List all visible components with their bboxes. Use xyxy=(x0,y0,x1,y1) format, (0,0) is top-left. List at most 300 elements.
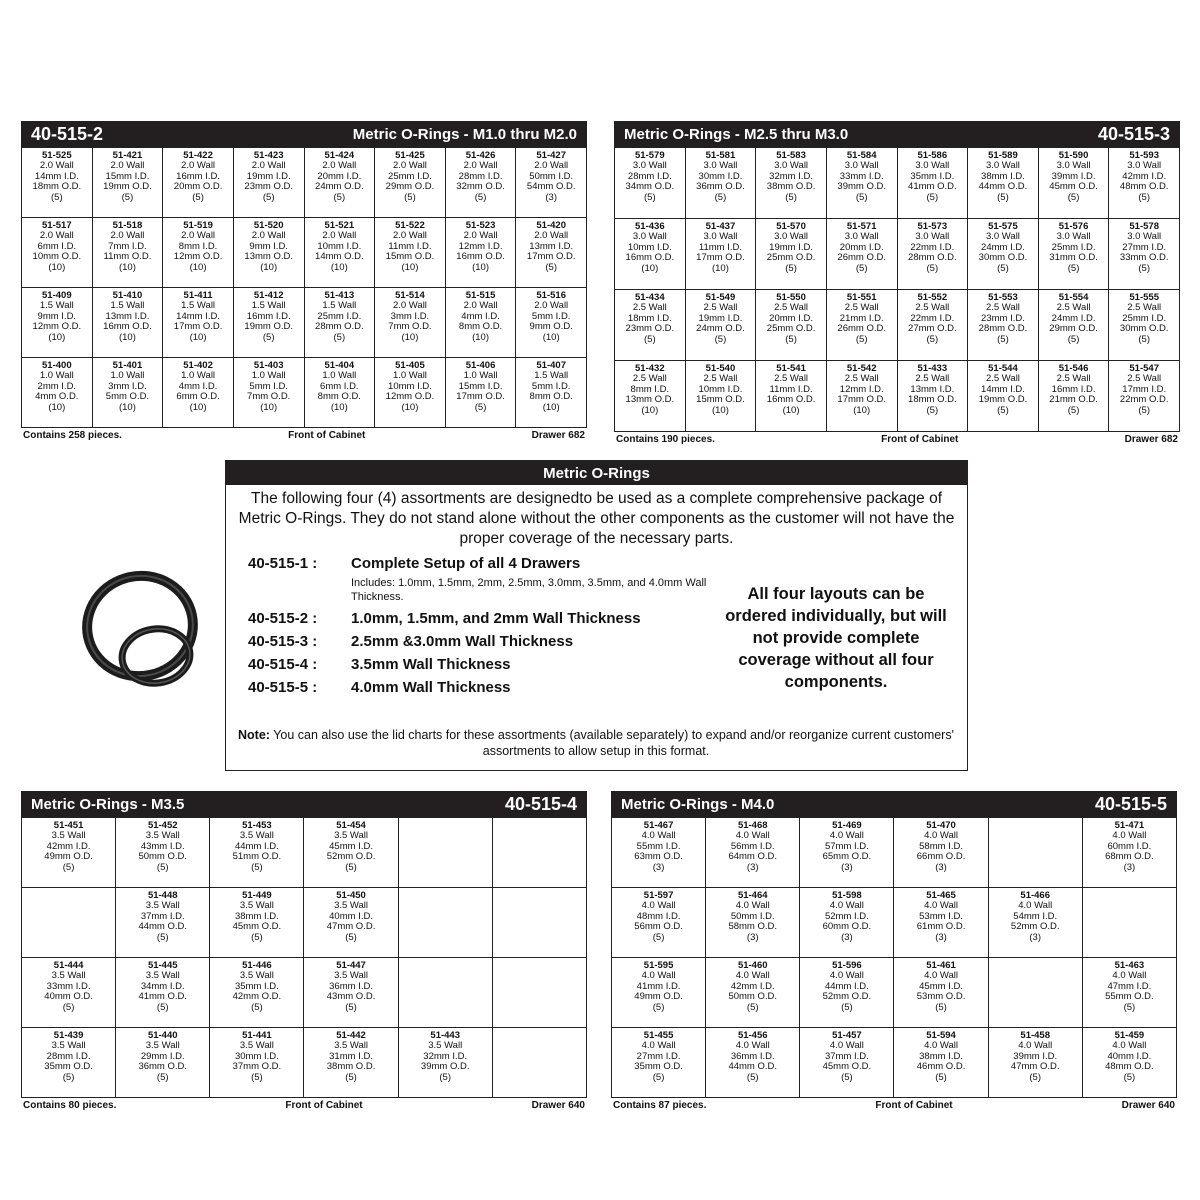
chart-footer xyxy=(21,1098,587,1111)
part-spec: 38mm I.D. xyxy=(234,910,279,922)
part-spec: (5) xyxy=(1138,404,1150,416)
part-spec: 2.5 Wall xyxy=(1127,302,1162,314)
part-spec: 4.0 Wall xyxy=(924,830,959,842)
compartment-cell xyxy=(304,358,375,428)
compartment-cell xyxy=(826,219,897,290)
assortment-code: 40-515-2 : xyxy=(248,610,318,627)
part-spec: 3.5 Wall xyxy=(239,970,274,982)
part-number: 51-422 xyxy=(183,150,213,161)
part-spec: 4.0 Wall xyxy=(924,1040,959,1052)
chart-title: Metric O-Rings - M4.0 xyxy=(621,795,775,813)
part-spec: 28mm O.D. xyxy=(978,323,1028,335)
compartment-cell xyxy=(92,358,163,428)
part-spec: 3.0 Wall xyxy=(985,160,1020,172)
part-spec: (10) xyxy=(330,401,348,413)
part-spec: 22mm I.D. xyxy=(910,241,955,253)
part-spec: 27mm I.D. xyxy=(636,1050,681,1062)
part-spec: 30mm I.D. xyxy=(698,170,743,182)
part-spec: (5) xyxy=(345,1001,357,1013)
compartment-cell xyxy=(1082,818,1176,888)
compartment-cell xyxy=(897,361,968,432)
part-number: 51-445 xyxy=(147,960,178,971)
part-spec: 37mm O.D. xyxy=(232,1061,282,1073)
part-number: 51-453 xyxy=(242,820,272,831)
info-title: Metric O-Rings xyxy=(226,461,967,485)
part-number: 51-410 xyxy=(112,290,143,301)
part-number: 51-552 xyxy=(917,292,948,303)
part-spec: 19mm O.D. xyxy=(244,321,293,333)
compartment-cell xyxy=(685,219,756,290)
part-number: 51-455 xyxy=(643,1030,674,1041)
part-spec: 3.5 Wall xyxy=(51,970,86,982)
part-spec: 3.0 Wall xyxy=(844,160,879,172)
part-spec: 15mm I.D. xyxy=(105,170,150,182)
drawer-label: Drawer 640 xyxy=(1121,1100,1175,1111)
part-number: 51-407 xyxy=(536,360,566,371)
part-spec: (3) xyxy=(935,861,947,873)
part-spec: (3) xyxy=(935,931,947,943)
part-spec: 2.0 Wall xyxy=(110,230,145,242)
part-spec: 22mm I.D. xyxy=(910,312,955,324)
part-number: 51-448 xyxy=(147,890,178,901)
part-spec: 18mm O.D. xyxy=(908,394,957,406)
part-spec: 16mm I.D. xyxy=(1051,383,1096,395)
part-spec: (10) xyxy=(542,331,560,343)
part-spec: 3.0 Wall xyxy=(1056,231,1091,243)
part-number: 51-573 xyxy=(917,221,948,232)
part-spec: 25mm I.D. xyxy=(317,310,362,322)
part-number: 51-434 xyxy=(635,292,665,303)
chart-code: 40-515-3 xyxy=(1097,123,1170,144)
compartment-cell xyxy=(612,1028,706,1098)
part-spec: 7mm O.D. xyxy=(247,391,291,403)
part-number: 51-463 xyxy=(1114,960,1145,971)
part-spec: (5) xyxy=(714,333,727,345)
part-spec: 39mm O.D. xyxy=(420,1061,470,1073)
assortment-desc: 4.0mm Wall Thickness xyxy=(351,679,511,696)
compartment-cell xyxy=(210,958,304,1028)
assortment-desc: 3.5mm Wall Thickness xyxy=(351,656,511,673)
part-spec: 3.0 Wall xyxy=(1127,231,1162,243)
part-spec: 6mm I.D. xyxy=(320,380,359,392)
part-spec: 44mm O.D. xyxy=(728,1061,778,1073)
part-spec: 14mm I.D. xyxy=(34,170,79,182)
part-spec: 28mm O.D. xyxy=(315,321,364,333)
part-number: 51-515 xyxy=(465,290,496,301)
part-number: 51-446 xyxy=(242,960,272,971)
part-spec: (10) xyxy=(782,404,800,416)
compartment-cell xyxy=(210,888,304,958)
part-number: 51-457 xyxy=(832,1030,862,1041)
part-number: 51-590 xyxy=(1058,150,1089,161)
part-spec: 15mm O.D. xyxy=(385,251,435,263)
part-spec: (10) xyxy=(853,404,871,416)
part-spec: 3.5 Wall xyxy=(51,830,86,842)
part-spec: 3.5 Wall xyxy=(145,830,180,842)
empty-compartment xyxy=(398,888,492,958)
part-spec: 61mm O.D. xyxy=(916,921,966,933)
part-number: 51-444 xyxy=(53,960,84,971)
part-spec: 4mm I.D. xyxy=(178,380,218,392)
table-row xyxy=(612,818,1177,888)
part-spec: 48mm O.D. xyxy=(1105,1061,1154,1073)
piece-count: Contains 190 pieces. xyxy=(616,434,715,445)
part-spec: (3) xyxy=(545,191,557,203)
part-spec: 44mm O.D. xyxy=(138,921,188,933)
empty-compartment xyxy=(398,818,492,888)
part-spec: 32mm O.D. xyxy=(456,181,505,193)
assortment-desc: 1.0mm, 1.5mm, and 2mm Wall Thickness xyxy=(351,610,641,627)
part-spec: 13mm O.D. xyxy=(244,251,293,263)
part-spec: 24mm I.D. xyxy=(1051,312,1096,324)
part-spec: (5) xyxy=(855,191,868,203)
part-spec: (5) xyxy=(439,1071,452,1083)
part-spec: 3.0 Wall xyxy=(632,160,667,172)
part-spec: (5) xyxy=(62,1001,75,1013)
part-spec: 3.0 Wall xyxy=(632,231,667,243)
part-number: 51-469 xyxy=(832,820,862,831)
part-spec: 2.0 Wall xyxy=(392,160,427,172)
part-spec: 40mm I.D. xyxy=(329,910,373,922)
part-spec: 48mm I.D. xyxy=(636,910,681,922)
assortment-item xyxy=(248,555,718,572)
compartment-cell xyxy=(615,290,686,361)
compartment-cell xyxy=(894,888,988,958)
part-spec: (10) xyxy=(711,404,729,416)
part-spec: (10) xyxy=(189,401,207,413)
part-number: 51-465 xyxy=(926,890,956,901)
compartment-cell xyxy=(398,1028,492,1098)
part-spec: 4.0 Wall xyxy=(829,900,864,912)
compartment-cell xyxy=(22,218,93,288)
part-spec: 4.0 Wall xyxy=(1112,1040,1147,1052)
part-number: 51-542 xyxy=(846,363,877,374)
part-spec: 21mm I.D. xyxy=(839,312,884,324)
part-spec: (10) xyxy=(401,331,419,343)
part-spec: 42mm I.D. xyxy=(1122,170,1167,182)
part-spec: 4.0 Wall xyxy=(735,1040,770,1052)
empty-compartment xyxy=(492,888,586,958)
part-spec: (5) xyxy=(333,191,346,203)
part-spec: (5) xyxy=(1067,262,1080,274)
part-number: 51-581 xyxy=(705,150,736,161)
part-spec: 30mm O.D. xyxy=(1119,323,1169,335)
part-spec: 11mm I.D. xyxy=(769,383,813,395)
part-spec: 32mm I.D. xyxy=(769,170,813,182)
part-number: 51-404 xyxy=(324,360,355,371)
compartment-cell xyxy=(826,148,897,219)
part-spec: 12mm I.D. xyxy=(458,240,503,252)
part-spec: 25mm O.D. xyxy=(766,323,816,335)
compartment-cell xyxy=(756,219,827,290)
part-number: 51-517 xyxy=(42,220,72,231)
compartment-cell xyxy=(800,1028,894,1098)
part-spec: 63mm O.D. xyxy=(634,851,683,863)
part-number: 51-468 xyxy=(737,820,768,831)
part-spec: 18mm I.D. xyxy=(627,312,672,324)
note-label: Note: xyxy=(238,728,270,742)
part-number: 51-544 xyxy=(988,363,1018,374)
part-spec: 36mm O.D. xyxy=(138,1061,188,1073)
compartment-cell xyxy=(968,219,1039,290)
table-row xyxy=(22,958,587,1028)
part-spec: 11mm I.D. xyxy=(698,241,742,253)
part-number: 51-516 xyxy=(536,290,566,301)
table-row xyxy=(22,888,587,958)
part-spec: (5) xyxy=(1123,1071,1136,1083)
part-spec: 10mm I.D. xyxy=(317,240,362,252)
part-spec: 41mm I.D. xyxy=(636,980,681,992)
part-spec: 11mm I.D. xyxy=(388,240,432,252)
chart-header xyxy=(611,791,1177,817)
compartment-cell xyxy=(304,1028,398,1098)
part-spec: 34mm O.D. xyxy=(625,181,675,193)
chart-grid xyxy=(21,147,587,428)
part-spec: (5) xyxy=(1138,333,1150,345)
part-number: 51-597 xyxy=(643,890,674,901)
table-row xyxy=(22,358,587,428)
compartment-cell xyxy=(233,358,304,428)
table-row xyxy=(22,288,587,358)
part-spec: (10) xyxy=(118,331,136,343)
compartment-cell xyxy=(22,358,93,428)
part-spec: 30mm O.D. xyxy=(978,252,1028,264)
part-spec: 68mm O.D. xyxy=(1105,851,1154,863)
part-spec: 5mm I.D. xyxy=(249,380,288,392)
compartment-cell xyxy=(116,888,210,958)
part-spec: (5) xyxy=(714,191,727,203)
part-spec: 2.0 Wall xyxy=(322,230,357,242)
part-spec: (5) xyxy=(935,1001,947,1013)
part-spec: (5) xyxy=(785,333,797,345)
part-spec: 4.0 Wall xyxy=(735,900,770,912)
compartment-cell xyxy=(163,148,234,218)
part-spec: 49mm O.D. xyxy=(634,991,683,1003)
compartment-cell xyxy=(233,288,304,358)
compartment-cell xyxy=(968,148,1039,219)
part-spec: 7mm I.D. xyxy=(108,240,147,252)
table-row xyxy=(22,148,587,218)
part-spec: 3.0 Wall xyxy=(703,231,738,243)
cabinet-label: Front of Cabinet xyxy=(288,430,366,441)
compartment-cell xyxy=(516,288,587,358)
part-spec: 17mm O.D. xyxy=(526,251,576,263)
part-spec: 53mm O.D. xyxy=(916,991,966,1003)
part-spec: 4.0 Wall xyxy=(1018,900,1053,912)
part-number: 51-467 xyxy=(643,820,674,831)
part-number: 51-595 xyxy=(643,960,674,971)
part-spec: 31mm I.D. xyxy=(329,1050,373,1062)
part-spec: 29mm O.D. xyxy=(1049,323,1098,335)
part-spec: (5) xyxy=(652,1001,665,1013)
part-spec: 19mm I.D. xyxy=(769,241,813,253)
part-spec: 21mm O.D. xyxy=(1049,394,1098,406)
part-spec: 4.0 Wall xyxy=(924,900,959,912)
part-spec: (5) xyxy=(644,191,656,203)
assortment-item xyxy=(248,633,718,650)
cabinet-label: Front of Cabinet xyxy=(875,1100,953,1111)
part-spec: 1.5 Wall xyxy=(251,300,286,312)
part-spec: 24mm O.D. xyxy=(315,181,364,193)
part-spec: (5) xyxy=(51,191,63,203)
part-number: 51-576 xyxy=(1058,221,1089,232)
part-spec: 64mm O.D. xyxy=(728,851,778,863)
part-spec: 50mm I.D. xyxy=(730,910,775,922)
part-spec: 13mm I.D. xyxy=(910,383,955,395)
part-spec: (10) xyxy=(260,401,278,413)
part-spec: 54mm O.D. xyxy=(526,181,576,193)
part-spec: (5) xyxy=(926,404,939,416)
part-spec: (3) xyxy=(746,861,759,873)
part-spec: 3mm I.D. xyxy=(390,310,430,322)
part-spec: 4.0 Wall xyxy=(1112,830,1147,842)
part-spec: 2.5 Wall xyxy=(632,373,667,385)
part-spec: 12mm O.D. xyxy=(32,321,82,333)
compartment-cell xyxy=(92,288,163,358)
part-spec: (5) xyxy=(1067,404,1080,416)
table-row xyxy=(615,290,1180,361)
part-spec: 3.5 Wall xyxy=(239,1040,274,1052)
part-spec: 30mm I.D. xyxy=(234,1050,279,1062)
part-spec: 46mm O.D. xyxy=(916,1061,966,1073)
part-spec: (5) xyxy=(652,931,665,943)
part-number: 51-555 xyxy=(1129,292,1159,303)
part-number: 51-596 xyxy=(832,960,862,971)
part-spec: 45mm I.D. xyxy=(329,840,373,852)
compartment-cell xyxy=(894,818,988,888)
part-spec: 11mm O.D. xyxy=(103,251,152,263)
part-spec: 3.0 Wall xyxy=(1127,160,1162,172)
part-number: 51-546 xyxy=(1058,363,1089,374)
part-spec: 24mm I.D. xyxy=(981,241,1025,253)
empty-compartment xyxy=(988,958,1082,1028)
part-spec: 13mm I.D. xyxy=(105,310,150,322)
compartment-cell xyxy=(516,218,587,288)
part-spec: (10) xyxy=(48,331,66,343)
compartment-cell xyxy=(210,818,304,888)
part-spec: (5) xyxy=(345,861,357,873)
part-spec: 33mm I.D. xyxy=(839,170,884,182)
part-number: 51-547 xyxy=(1129,363,1159,374)
part-spec: 1.5 Wall xyxy=(110,300,145,312)
part-number: 51-439 xyxy=(53,1030,84,1041)
part-number: 51-458 xyxy=(1020,1030,1050,1041)
part-spec: 54mm I.D. xyxy=(1013,910,1058,922)
part-spec: 2.0 Wall xyxy=(251,230,286,242)
part-spec: 52mm O.D. xyxy=(822,991,872,1003)
part-spec: 28mm I.D. xyxy=(458,170,503,182)
empty-compartment xyxy=(492,1028,586,1098)
part-spec: 4.0 Wall xyxy=(1018,1040,1053,1052)
part-spec: (5) xyxy=(333,331,346,343)
part-number: 51-471 xyxy=(1114,820,1145,831)
part-spec: 2.0 Wall xyxy=(392,230,427,242)
part-spec: 55mm I.D. xyxy=(636,840,681,852)
chart-title: Metric O-Rings - M2.5 thru M3.0 xyxy=(624,125,849,143)
part-spec: 2.5 Wall xyxy=(774,373,809,385)
compartment-cell xyxy=(612,888,706,958)
part-spec: 14mm O.D. xyxy=(315,251,364,263)
part-number: 51-411 xyxy=(183,290,213,301)
chart-code: 40-515-5 xyxy=(1094,793,1167,814)
part-spec: 16mm O.D. xyxy=(625,252,675,264)
compartment-cell xyxy=(1082,958,1176,1028)
part-spec: 2.5 Wall xyxy=(844,373,879,385)
part-spec: 36mm I.D. xyxy=(329,980,373,992)
compartment-cell xyxy=(116,818,210,888)
part-spec: 50mm I.D. xyxy=(529,170,574,182)
part-spec: 8mm O.D. xyxy=(317,391,361,403)
compartment-cell xyxy=(897,219,968,290)
part-spec: 18mm O.D. xyxy=(32,181,82,193)
part-spec: (5) xyxy=(926,262,939,274)
part-spec: (5) xyxy=(1067,333,1080,345)
compartment-cell xyxy=(1038,361,1109,432)
part-spec: 26mm O.D. xyxy=(837,323,886,335)
part-spec: 19mm I.D. xyxy=(698,312,743,324)
part-number: 51-440 xyxy=(147,1030,178,1041)
part-spec: (5) xyxy=(345,931,357,943)
assortment-item xyxy=(248,679,718,696)
part-spec: 47mm O.D. xyxy=(326,921,376,933)
includes-text: Includes: 1.0mm, 1.5mm, 2mm, 2.5mm, 3.0mm, 3.5mm, and 4.0mm Wall Thickness. xyxy=(351,577,707,603)
compartment-cell xyxy=(375,288,446,358)
part-spec: 4.0 Wall xyxy=(924,970,959,982)
compartment-cell xyxy=(800,958,894,1028)
part-spec: 23mm O.D. xyxy=(244,181,293,193)
compartment-cell xyxy=(826,361,897,432)
part-number: 51-584 xyxy=(846,150,877,161)
chart-grid xyxy=(611,817,1177,1098)
table-row xyxy=(615,148,1180,219)
chart-footer xyxy=(611,1098,1177,1111)
compartment-cell xyxy=(1082,1028,1176,1098)
part-spec: (3) xyxy=(841,931,853,943)
part-spec: (5) xyxy=(746,1001,759,1013)
part-spec: (5) xyxy=(855,333,868,345)
part-spec: 2.0 Wall xyxy=(110,160,145,172)
compartment-cell xyxy=(304,288,375,358)
part-number: 51-436 xyxy=(635,221,665,232)
empty-compartment xyxy=(492,958,586,1028)
part-spec: 17mm O.D. xyxy=(837,394,886,406)
compartment-cell xyxy=(685,148,756,219)
part-spec: 12mm O.D. xyxy=(173,251,223,263)
part-spec: 35mm I.D. xyxy=(234,980,279,992)
part-spec: 56mm O.D. xyxy=(634,921,683,933)
part-spec: 45mm O.D. xyxy=(232,921,282,933)
part-spec: 42mm I.D. xyxy=(46,840,91,852)
compartment-cell xyxy=(375,218,446,288)
part-spec: (5) xyxy=(262,331,275,343)
part-spec: 3.0 Wall xyxy=(774,231,809,243)
part-number: 51-594 xyxy=(926,1030,956,1041)
compartment-cell xyxy=(615,148,686,219)
part-spec: 40mm I.D. xyxy=(1107,1050,1152,1062)
part-number: 51-541 xyxy=(776,363,806,374)
part-spec: 16mm O.D. xyxy=(456,251,505,263)
part-spec: 65mm O.D. xyxy=(822,851,872,863)
part-spec: 50mm O.D. xyxy=(138,851,188,863)
part-spec: 33mm O.D. xyxy=(1119,252,1169,264)
part-spec: 17mm O.D. xyxy=(456,391,505,403)
part-spec: (5) xyxy=(121,191,134,203)
part-spec: (5) xyxy=(251,1071,263,1083)
info-intro: The following four (4) assortments are designedto be used as a complete comprehensive package of Metric O-Rings. They do not stand alone without the other components as the customer will not have the proper coverage of the necessary parts. xyxy=(238,490,955,547)
compartment-cell xyxy=(445,288,516,358)
compartment-cell xyxy=(756,361,827,432)
part-spec: (10) xyxy=(118,261,136,273)
